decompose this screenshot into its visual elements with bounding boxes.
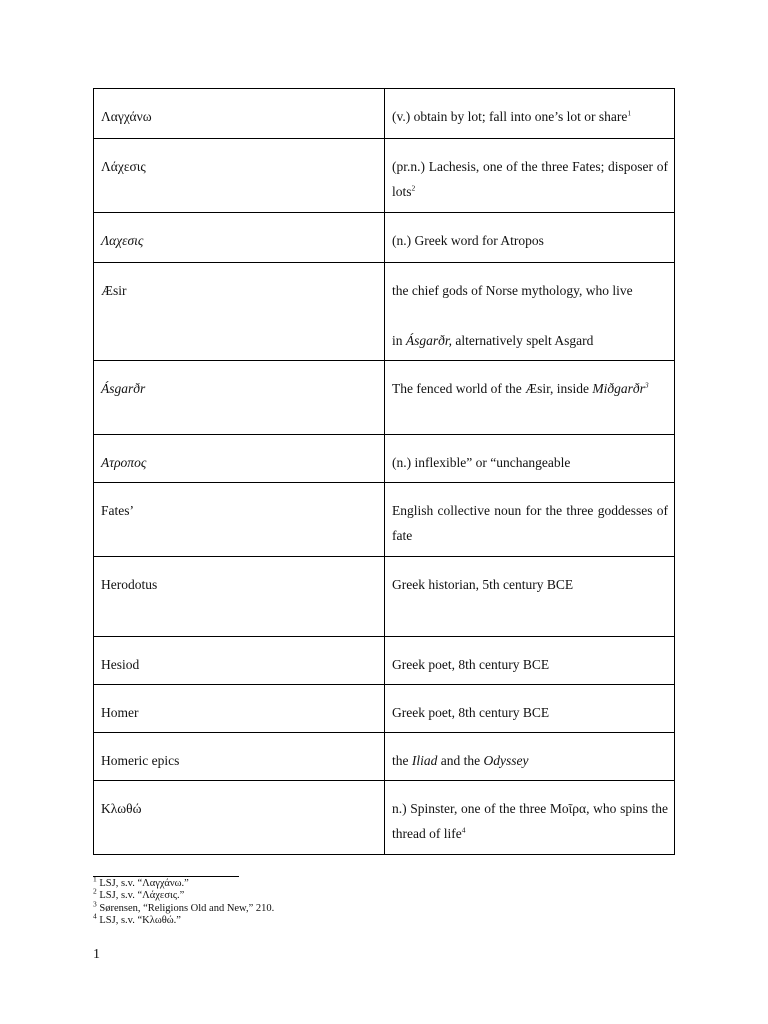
table-row [94,557,675,637]
definition-text: n.) Spinster, one of the three Μοῖρα, who spins the thread of life [392,801,668,841]
table-row [94,685,675,733]
definition-cell [385,435,675,483]
footnote [93,899,593,915]
footnote-ref: 3 [644,380,649,390]
table-row [94,361,675,435]
term-cell [94,263,385,361]
glossary-table [93,88,675,855]
term-cell [94,557,385,637]
glossary-body [94,89,675,855]
term-cell [94,89,385,139]
footnote-text: Sørensen, “Religions Old and New,” 210. [99,902,275,914]
footnotes [93,874,593,927]
definition-text: the chief gods of Norse mythology, who live [392,283,633,298]
definition-italic-text: Iliad [411,753,438,768]
table-row [94,637,675,685]
footnote-ref: 4 [461,825,466,835]
footnote-number: 1 [93,874,97,884]
definition-text: The fenced world of the Æsir, inside [392,381,593,396]
footnote [93,911,593,927]
definition-text: and the [437,753,484,768]
term-cell [94,435,385,483]
term-text: Λάχεσις [101,159,146,174]
table-row [94,89,675,139]
term-text: Κλωθώ [101,801,142,816]
definition-text: (n.) inflexible” or “unchangeable [392,455,571,470]
term-text: Hesiod [101,657,140,672]
page-number: 1 [93,947,100,962]
term-text: Fates’ [101,503,134,518]
definition-text: Greek poet, 8th century BCE [392,705,550,720]
definition-cell [385,733,675,781]
table-row [94,483,675,557]
definition-text: Greek poet, 8th century BCE [392,657,550,672]
definition-cell [385,213,675,263]
definition-cell [385,685,675,733]
definition-text: alternatively spelt Asgard [452,333,594,348]
term-text: Homer [101,705,139,720]
definition-cell [385,483,675,557]
footnote-ref: 2 [411,183,416,193]
definition-cell [385,637,675,685]
term-cell [94,733,385,781]
table-row [94,435,675,483]
definition-cell [385,139,675,213]
definition-text: Greek historian, 5th century BCE [392,577,574,592]
footnote [93,886,593,902]
term-text: Homeric epics [101,753,180,768]
footnote-number: 3 [93,899,97,909]
table-row [94,139,675,213]
footnote-number: 4 [93,911,97,921]
term-cell [94,139,385,213]
definition-text: the [392,753,412,768]
term-cell [94,361,385,435]
definition-cell [385,263,675,361]
term-text: Æsir [101,283,127,298]
footnote-number: 2 [93,886,97,896]
definition-cell [385,557,675,637]
definition-text: (v.) obtain by lot; fall into one’s lot or share [392,109,628,124]
definition-italic-text: Ásgarðr, [405,333,453,348]
table-row [94,733,675,781]
table-row [94,263,675,361]
term-text: Ásgarðr [101,381,146,396]
term-cell [94,685,385,733]
term-text: Λαγχάνω [101,109,152,124]
table-row [94,781,675,855]
footnote-text: LSJ, s.v. “Κλωθώ.” [99,914,181,926]
definition-text: (n.) Greek word for Atropos [392,233,544,248]
footnote [93,874,593,890]
definition-text: (pr.n.) Lachesis, one of the three Fates; disposer of lots [392,159,668,199]
term-cell [94,213,385,263]
definition-cell [385,781,675,855]
footnote-text: LSJ, s.v. “Λαγχάνω.” [99,878,189,889]
definition-cell [385,361,675,435]
footnote-ref: 1 [627,108,632,118]
term-text: Λαχεσις [101,233,144,248]
definition-text: in [392,333,406,348]
term-cell [94,483,385,557]
term-text: Ατροπος [101,455,147,470]
definition-italic-text: Miðgarðr [592,381,645,396]
definition-italic-text: Odyssey [483,753,529,768]
term-cell [94,781,385,855]
term-cell [94,637,385,685]
footnote-separator [93,876,239,877]
term-text: Herodotus [101,577,158,592]
definition-text: English collective noun for the three goddesses of fate [392,503,668,543]
footnote-text: LSJ, s.v. “Λάχεσις.” [99,890,185,902]
definition-cell [385,89,675,139]
table-row [94,213,675,263]
